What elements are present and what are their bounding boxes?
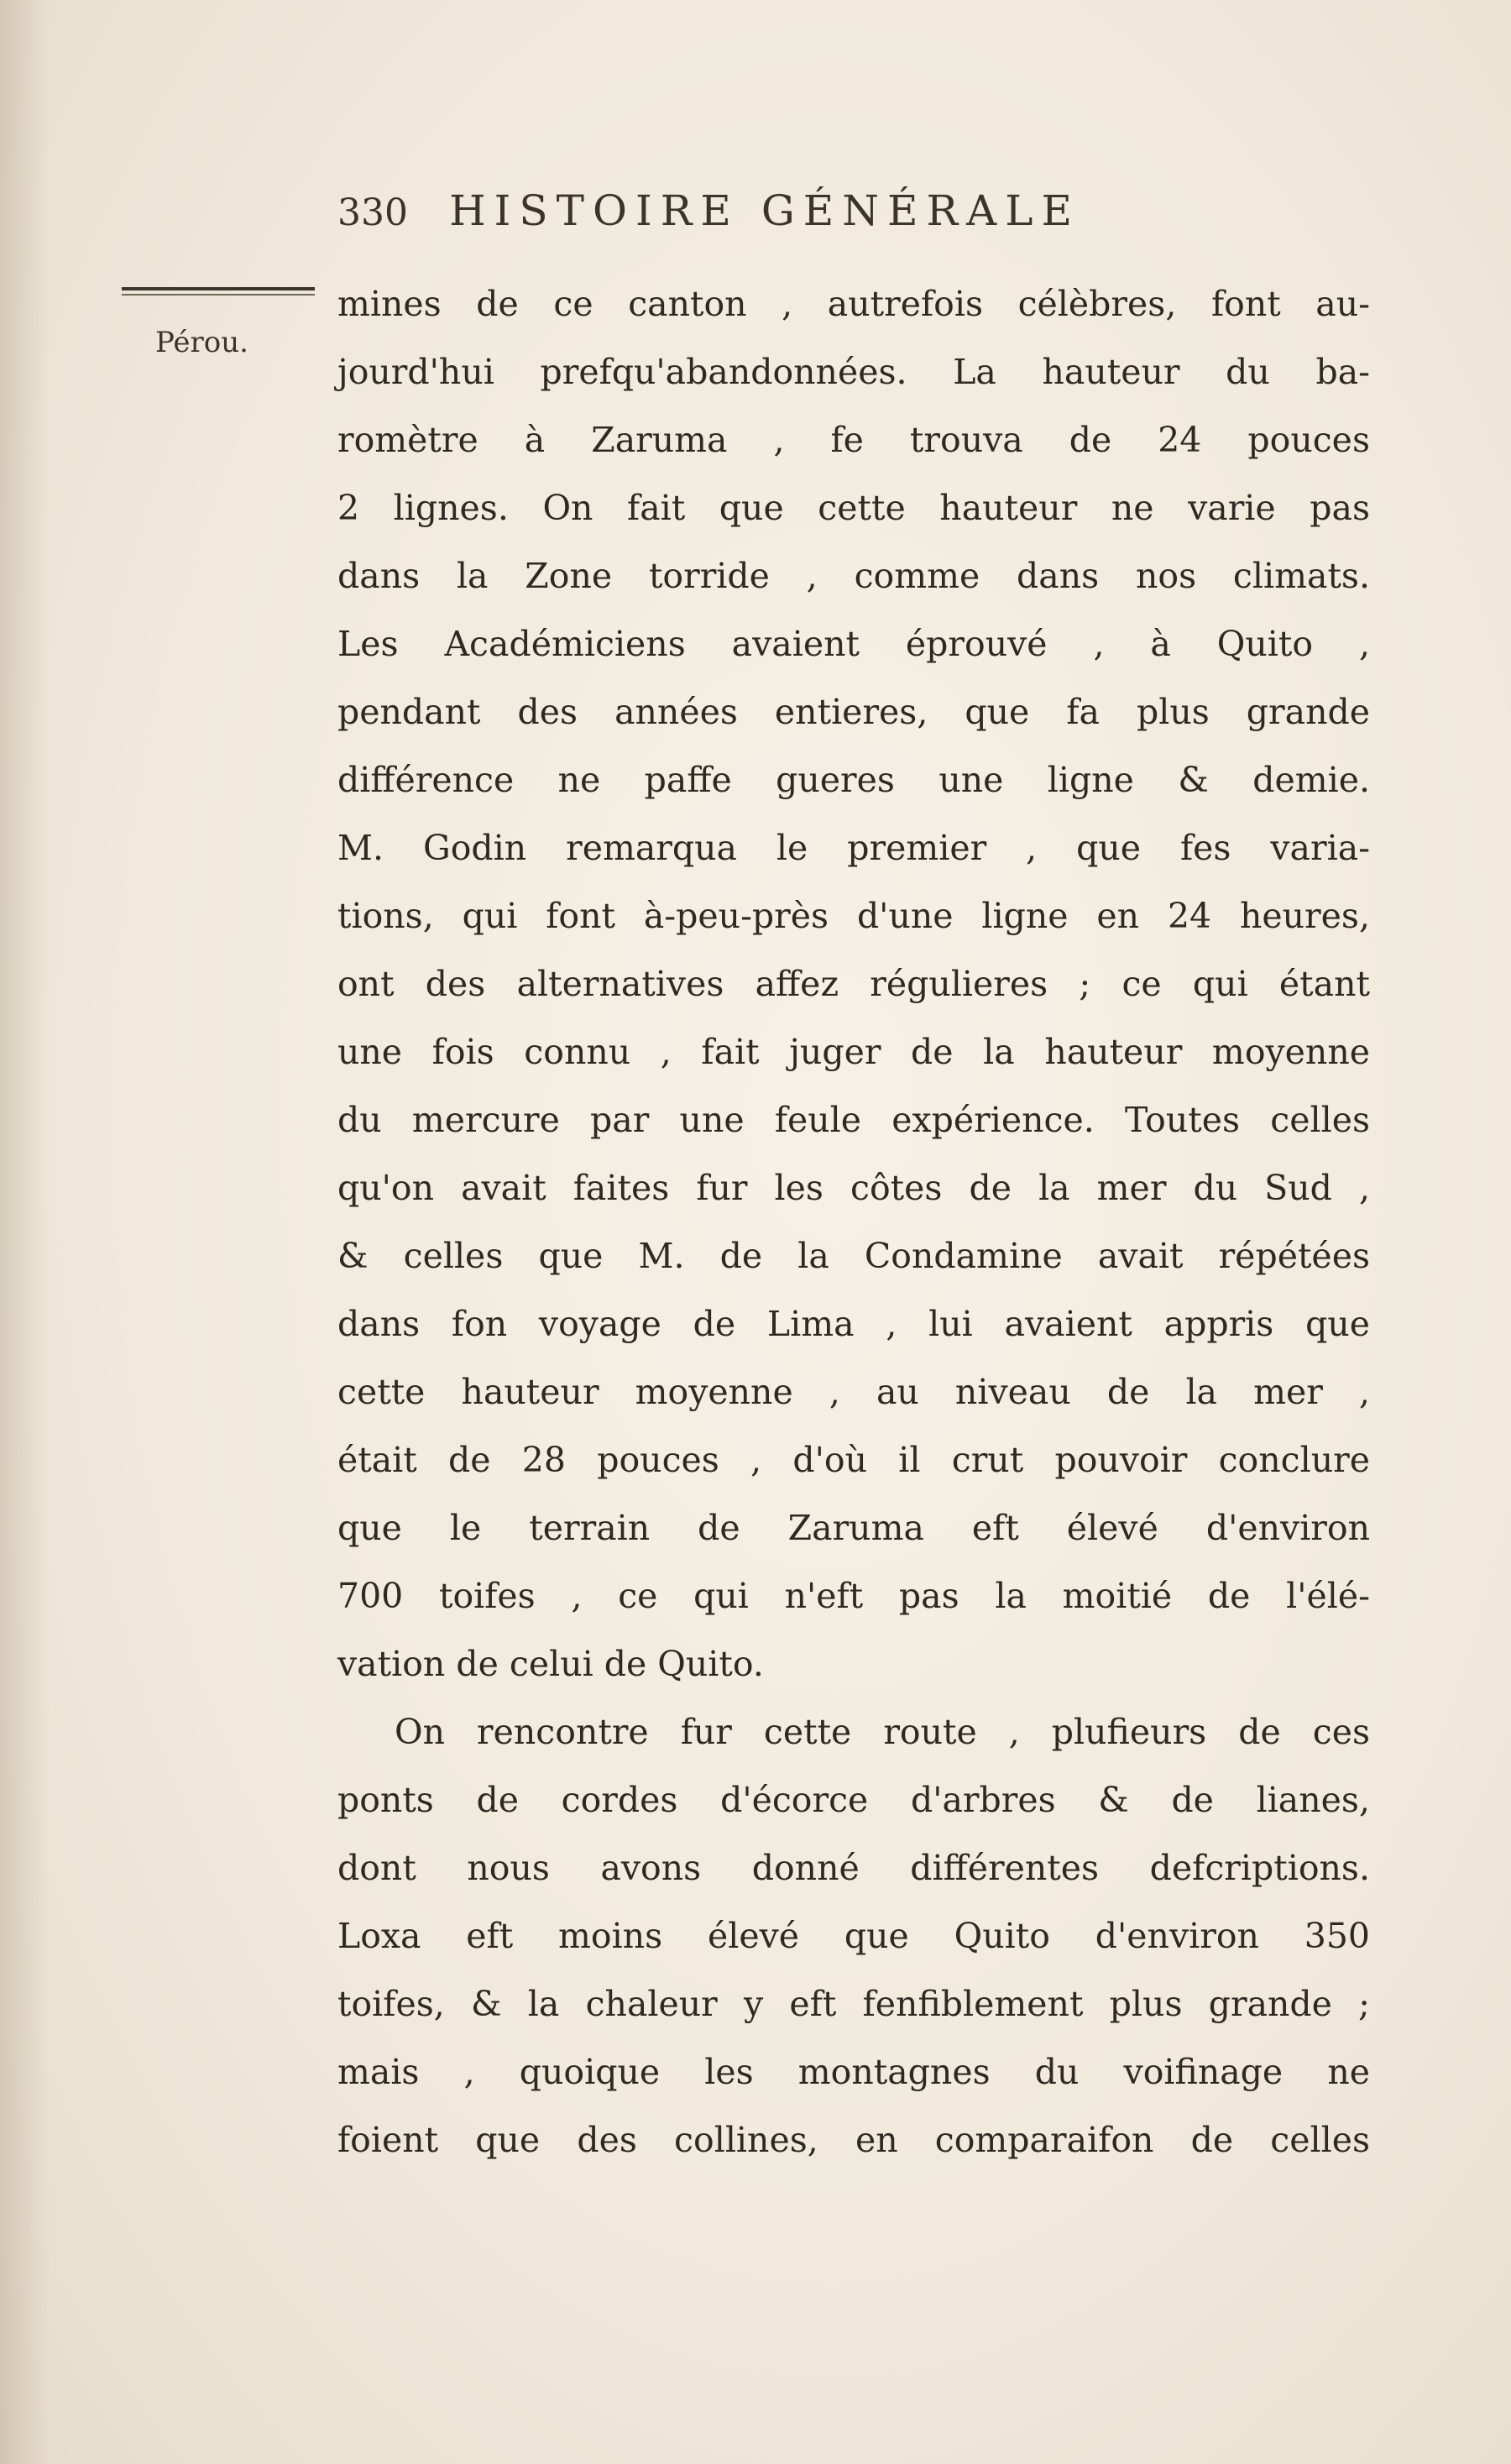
text-line: tions, qui font à-peu-près d'une ligne en 24 heures, xyxy=(337,896,1370,936)
margin-rule xyxy=(122,287,315,290)
running-title: HISTOIRE GÉNÉRALE xyxy=(449,186,1080,235)
text-line: Loxa eft moins élevé que Quito d'environ 350 xyxy=(337,1916,1370,1956)
text-line: différence ne paffe gueres une ligne & demie. xyxy=(337,760,1370,800)
text-line: dans la Zone torride , comme dans nos climats. xyxy=(337,556,1370,596)
text-line: ponts de cordes d'écorce d'arbres & de lianes, xyxy=(337,1780,1370,1820)
text-line: que le terrain de Zaruma eft élevé d'environ xyxy=(337,1508,1370,1548)
text-line: toifes, & la chaleur y eft fenfiblement plus grande ; xyxy=(337,1984,1370,2024)
page-number: 330 xyxy=(337,191,408,234)
text-line: vation de celui de Quito. xyxy=(337,1644,764,1684)
text-line: jourd'hui prefqu'abandonnées. La hauteur du ba- xyxy=(337,352,1370,392)
text-line: était de 28 pouces , d'où il crut pouvoir conclure xyxy=(337,1440,1370,1480)
text-line: ont des alternatives affez régulieres ; ce qui étant xyxy=(337,964,1370,1004)
text-line: dans fon voyage de Lima , lui avaient appris que xyxy=(337,1304,1370,1344)
running-head xyxy=(337,186,1261,245)
text-line: 700 toifes , ce qui n'eft pas la moitié de l'élé- xyxy=(337,1576,1370,1616)
text-line: 2 lignes. On fait que cette hauteur ne varie pas xyxy=(337,488,1370,528)
paragraph-1 xyxy=(337,270,1370,1698)
marginal-note: Pérou. xyxy=(155,326,248,359)
text-line: du mercure par une feule expérience. Toutes celles xyxy=(337,1100,1370,1140)
text-line: On rencontre fur cette route , plufieurs de ces xyxy=(395,1712,1370,1752)
gutter-shadow xyxy=(0,0,50,2464)
text-line: M. Godin remarqua le premier , que fes varia- xyxy=(337,828,1370,868)
text-line: mines de ce canton , autrefois célèbres, font au- xyxy=(337,284,1370,324)
text-line: une fois connu , fait juger de la hauteur moyenne xyxy=(337,1032,1370,1072)
text-line: qu'on avait faites fur les côtes de la mer du Sud , xyxy=(337,1168,1370,1208)
paragraph-2 xyxy=(337,1698,1370,2174)
text-line: Les Académiciens avaient éprouvé , à Quito , xyxy=(337,624,1370,664)
text-line: foient que des collines, en comparaifon de celles xyxy=(337,2120,1370,2160)
text-line: pendant des années entieres, que fa plus grande xyxy=(337,692,1370,732)
text-line: mais , quoique les montagnes du voifinage ne xyxy=(337,2052,1370,2092)
text-line: & celles que M. de la Condamine avait répétées xyxy=(337,1236,1370,1276)
margin-rule-thin xyxy=(122,294,315,296)
text-line: dont nous avons donné différentes defcriptions. xyxy=(337,1848,1370,1888)
body-text xyxy=(337,270,1370,2174)
text-line: romètre à Zaruma , fe trouva de 24 pouces xyxy=(337,420,1370,460)
text-line: cette hauteur moyenne , au niveau de la mer , xyxy=(337,1372,1370,1412)
